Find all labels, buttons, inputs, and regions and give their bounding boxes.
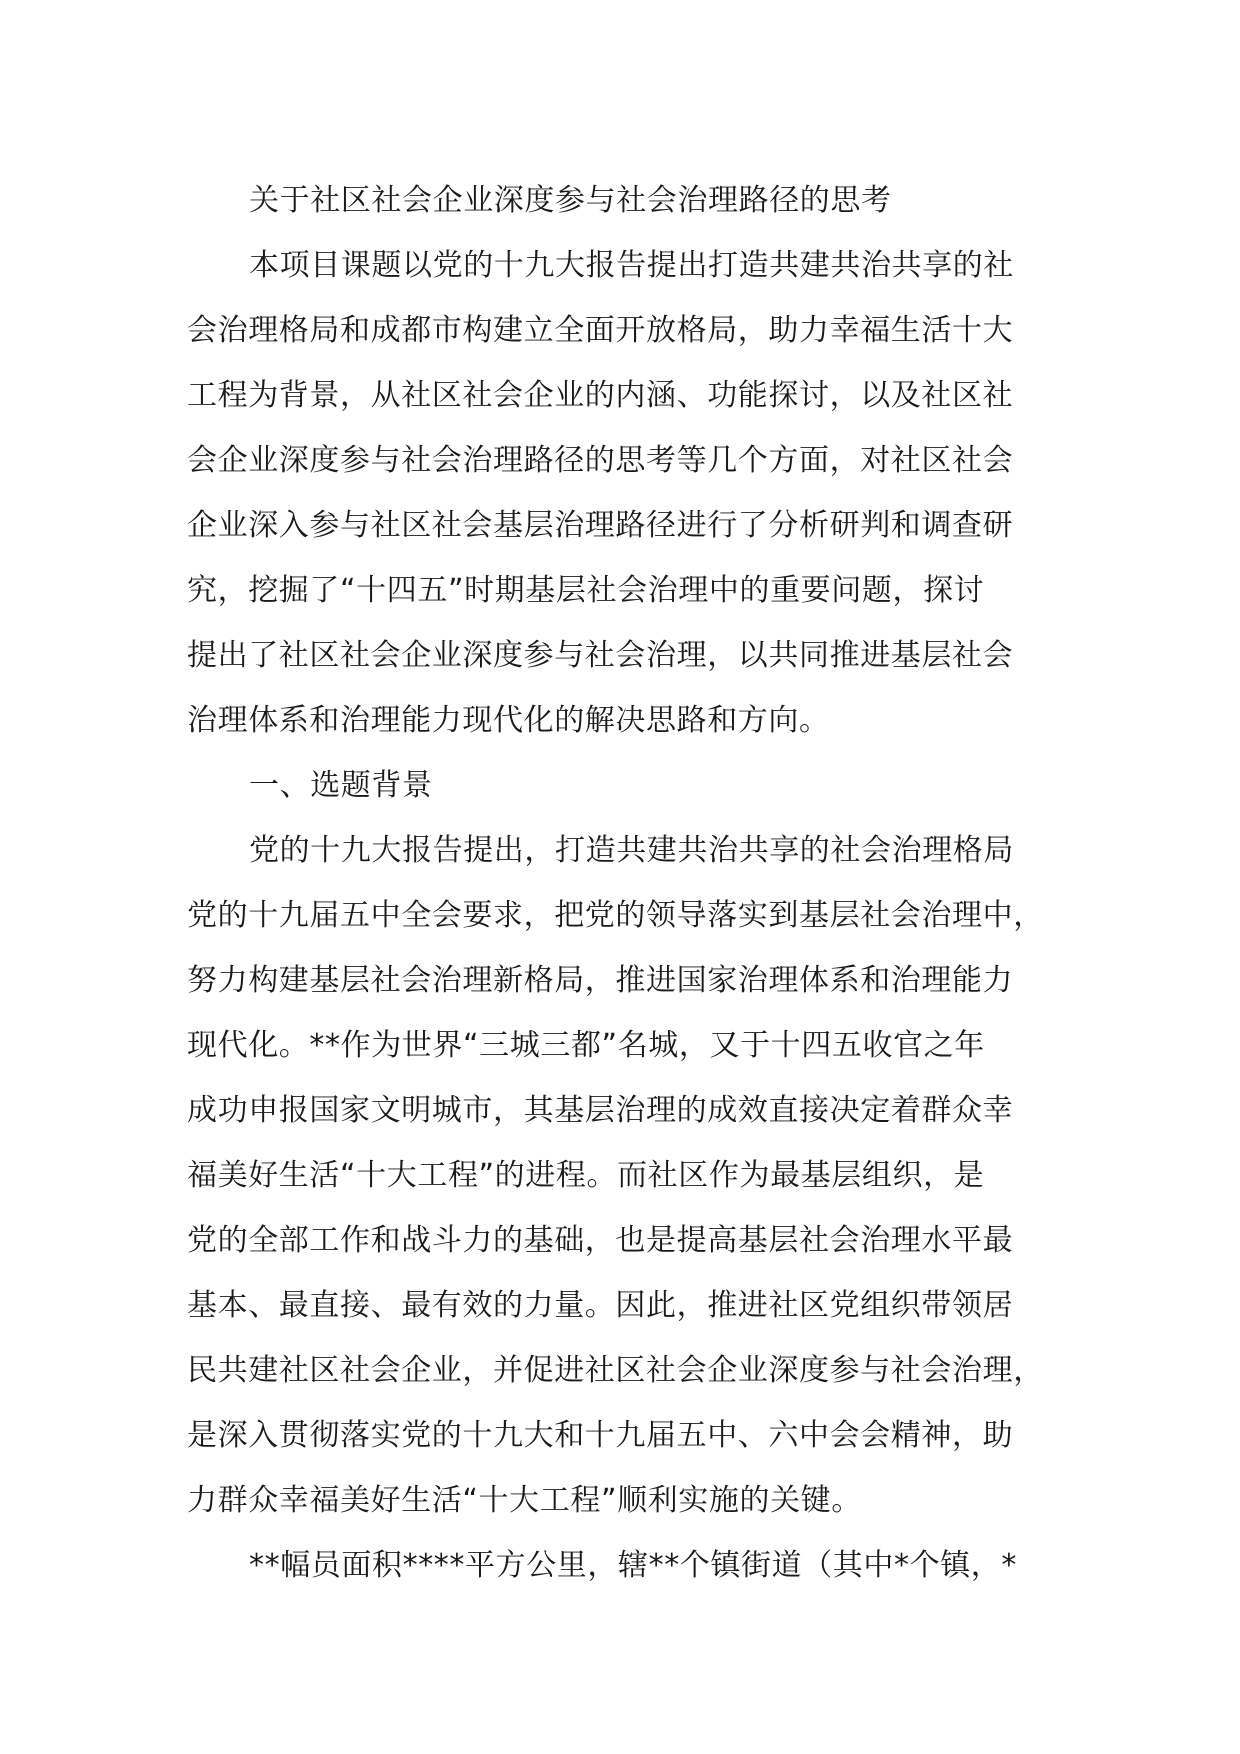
document-title: 关于社区社会企业深度参与社会治理路径的思考: [249, 183, 892, 218]
paragraph-line: 企业深入参与社区社会基层治理路径进行了分析研判和调查研: [187, 508, 1014, 543]
paragraph-line: 成功申报国家文明城市，其基层治理的成效直接决定着群众幸: [187, 1093, 1014, 1128]
paragraph-line: 是深入贯彻落实党的十九大和十九届五中、六中会会精神，助: [187, 1418, 1014, 1453]
paragraph-background: [187, 818, 1087, 1533]
paragraph-line: **幅员面积****平方公里，辖**个镇街道（其中*个镇，*: [249, 1548, 1017, 1583]
paragraph-line: 会企业深度参与社会治理路径的思考等几个方面，对社区社会: [187, 443, 1014, 478]
paragraph-line: 究，挖掘了“十四五”时期基层社会治理中的重要问题，探讨: [187, 573, 985, 608]
paragraph-line: 党的十九大报告提出，打造共建共治共享的社会治理格局: [249, 833, 1014, 868]
paragraph-intro: [187, 233, 1087, 753]
paragraph-line: 福美好生活“十大工程”的进程。而社区作为最基层组织，是: [187, 1158, 985, 1193]
paragraph-line: 现代化。**作为世界“三城三都”名城，又于十四五收官之年: [187, 1028, 985, 1063]
paragraph-line: 党的全部工作和战斗力的基础，也是提高基层社会治理水平最: [187, 1223, 1014, 1258]
paragraph-line: 会治理格局和成都市构建立全面开放格局，助力幸福生活十大: [187, 313, 1014, 348]
document-body: [187, 168, 1087, 1598]
paragraph-line: 治理体系和治理能力现代化的解决思路和方向。: [187, 703, 830, 738]
paragraph-line: 提出了社区社会企业深度参与社会治理，以共同推进基层社会: [187, 638, 1014, 673]
section-heading: 一、选题背景: [249, 768, 433, 803]
paragraph-line: 本项目课题以党的十九大报告提出打造共建共治共享的社: [249, 248, 1014, 283]
paragraph-line: 力群众幸福美好生活“十大工程”顺利实施的关键。: [187, 1483, 862, 1518]
paragraph-line: 基本、最直接、最有效的力量。因此，推进社区党组织带领居: [187, 1288, 1014, 1323]
paragraph-line: 党的十九届五中全会要求，把党的领导落实到基层社会治理中，: [187, 898, 1044, 933]
paragraph-area: [187, 1533, 1087, 1598]
paragraph-line: 工程为背景，从社区社会企业的内涵、功能探讨，以及社区社: [187, 378, 1014, 413]
paragraph-line: 努力构建基层社会治理新格局，推进国家治理体系和治理能力: [187, 963, 1014, 998]
paragraph-line: 民共建社区社会企业，并促进社区社会企业深度参与社会治理，: [187, 1353, 1044, 1388]
